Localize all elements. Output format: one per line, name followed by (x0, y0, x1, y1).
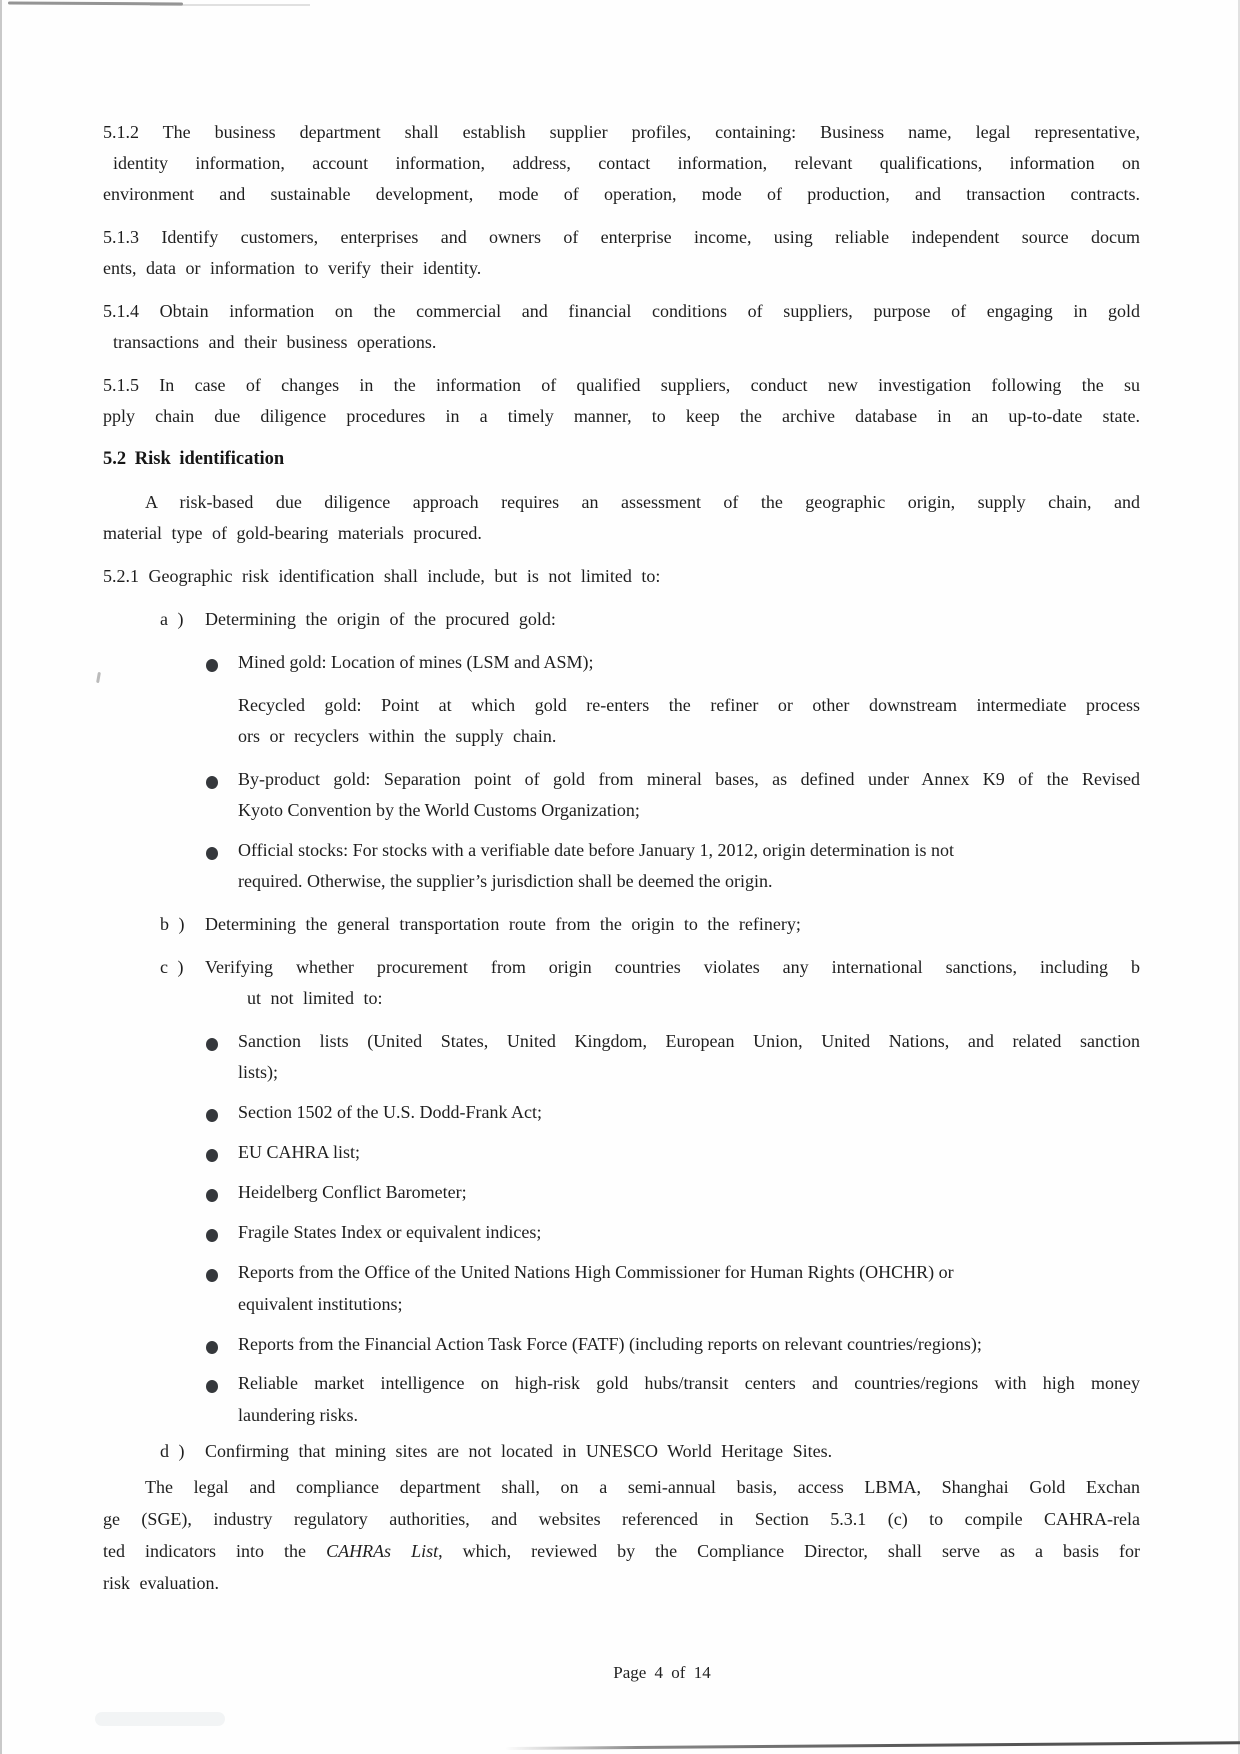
paragraph-512-line-3: environment and sustainable development, mode of operation, mode of production, and transaction contracts. (103, 184, 1140, 204)
bullet-sanction-line-1: Sanction lists (United States, United Kingdom, European Union, United Nations, and related sanction (238, 1031, 1140, 1051)
list-item-c-line-2: ut not limited to: (247, 988, 383, 1008)
paragraph-514-line-2: transactions and their business operations. (113, 332, 437, 352)
paragraph-513-line-2: ents, data or information to verify their identity. (103, 258, 482, 278)
bullet-heidelberg: Heidelberg Conflict Barometer; (238, 1182, 467, 1202)
bullet-icon (206, 776, 218, 789)
bullet-byproduct-line-2: Kyoto Convention by the World Customs Organization; (238, 800, 640, 820)
list-item-b-label: b ) (160, 914, 185, 934)
list-item-b-text: Determining the general transportation route from the origin to the refinery; (205, 914, 801, 934)
final-line-3-pre: ted indicators into the (103, 1541, 327, 1561)
bullet-icon (206, 847, 218, 860)
bullet-sanction-line-2: lists); (238, 1062, 279, 1082)
bullet-ohchr-line-2: equivalent institutions; (238, 1294, 403, 1314)
page-number-footer: Page 4 of 14 (613, 1663, 711, 1682)
intro-paragraph-line-1: A risk-based due diligence approach requires an assessment of the geographic origin, supply chain, and (145, 492, 1140, 512)
bullet-mined-gold: Mined gold: Location of mines (LSM and ASM); (238, 652, 594, 672)
paragraph-512-line-2: identity information, account information, address, contact information, relevant qualifications, information on (113, 153, 1140, 173)
final-paragraph-line-4: risk evaluation. (103, 1573, 219, 1593)
bullet-icon (206, 659, 218, 672)
scan-artifact-top-line-faint (150, 4, 310, 6)
paragraph-514-line-1: 5.1.4 Obtain information on the commercial and financial conditions of suppliers, purpose of engaging in gold (103, 301, 1140, 321)
paragraph-513-line-1: 5.1.3 Identify customers, enterprises and owners of enterprise income, using reliable independent source docum (103, 227, 1140, 247)
list-item-c-label: c ) (160, 957, 184, 977)
bullet-icon (206, 1269, 218, 1282)
section-heading-52: 5.2 Risk identification (103, 449, 285, 469)
scan-artifact-bottom-line (505, 1741, 1240, 1749)
list-item-c-line-1: Verifying whether procurement from origin countries violates any international sanctions, including b (205, 957, 1140, 977)
list-item-d-label: d ) (160, 1441, 185, 1461)
intro-paragraph-line-2: material type of gold-bearing materials procured. (103, 523, 482, 543)
bullet-market-line-2: laundering risks. (238, 1405, 358, 1425)
bullet-ohchr-line-1: Reports from the Office of the United Nations High Commissioner for Human Rights (OHCHR) or (238, 1262, 954, 1282)
bullet-icon (206, 1189, 218, 1202)
paragraph-512-line-1: 5.1.2 The business department shall establish supplier profiles, containing: Business name, legal representative, (103, 122, 1140, 142)
final-paragraph-line-1: The legal and compliance department shall, on a semi-annual basis, access LBMA, Shanghai Gold Exchan (145, 1477, 1140, 1497)
recycled-gold-line-2: ors or recyclers within the supply chain. (238, 726, 557, 746)
bullet-icon (206, 1109, 218, 1122)
bullet-byproduct-line-1: By-product gold: Separation point of gold from mineral bases, as defined under Annex K9 of the Revised (238, 769, 1140, 789)
scan-artifact-bottom-smudge (95, 1712, 225, 1726)
bullet-icon (206, 1229, 218, 1242)
bullet-icon (206, 1380, 218, 1393)
bullet-icon (206, 1149, 218, 1162)
bullet-market-line-1: Reliable market intelligence on high-risk gold hubs/transit centers and countries/regions with high money (238, 1373, 1140, 1393)
scan-artifact-left-edge (0, 0, 2, 1754)
bullet-fragile-states: Fragile States Index or equivalent indices; (238, 1222, 542, 1242)
bullet-icon (206, 1038, 218, 1051)
bullet-icon (206, 1341, 218, 1354)
bullet-fatf: Reports from the Financial Action Task Force (FATF) (including reports on relevant countries/regions); (238, 1334, 982, 1354)
final-paragraph-line-2: ge (SGE), industry regulatory authorities, and websites referenced in Section 5.3.1 (c) to compile CAHRA-rela (103, 1509, 1140, 1529)
paragraph-515-line-1: 5.1.5 In case of changes in the information of qualified suppliers, conduct new investigation following the su (103, 375, 1140, 395)
list-item-a-label: a ) (160, 609, 184, 629)
list-item-a-text: Determining the origin of the procured gold: (205, 609, 556, 629)
list-item-d-text: Confirming that mining sites are not located in UNESCO World Heritage Sites. (205, 1441, 833, 1461)
bullet-eu-cahra: EU CAHRA list; (238, 1142, 361, 1162)
bullet-official-line-1: Official stocks: For stocks with a verifiable date before January 1, 2012, origin determination is not (238, 840, 954, 860)
final-line-3-post: , which, reviewed by the Compliance Director, shall serve as a basis for (438, 1541, 1140, 1561)
bullet-official-line-2: required. Otherwise, the supplier’s jurisdiction shall be deemed the origin. (238, 871, 773, 891)
recycled-gold-line-1: Recycled gold: Point at which gold re-enters the refiner or other downstream intermediate process (238, 695, 1140, 715)
paragraph-521: 5.2.1 Geographic risk identification shall include, but is not limited to: (103, 566, 661, 586)
paragraph-515-line-2: pply chain due diligence procedures in a timely manner, to keep the archive database in an up-to-date state. (103, 406, 1140, 426)
scan-artifact-margin-tick (96, 672, 101, 683)
cahras-list-italic: CAHRAs List (326, 1541, 439, 1561)
final-paragraph-line-3 (103, 1538, 1140, 1564)
bullet-dodd-frank: Section 1502 of the U.S. Dodd-Frank Act; (238, 1102, 542, 1122)
